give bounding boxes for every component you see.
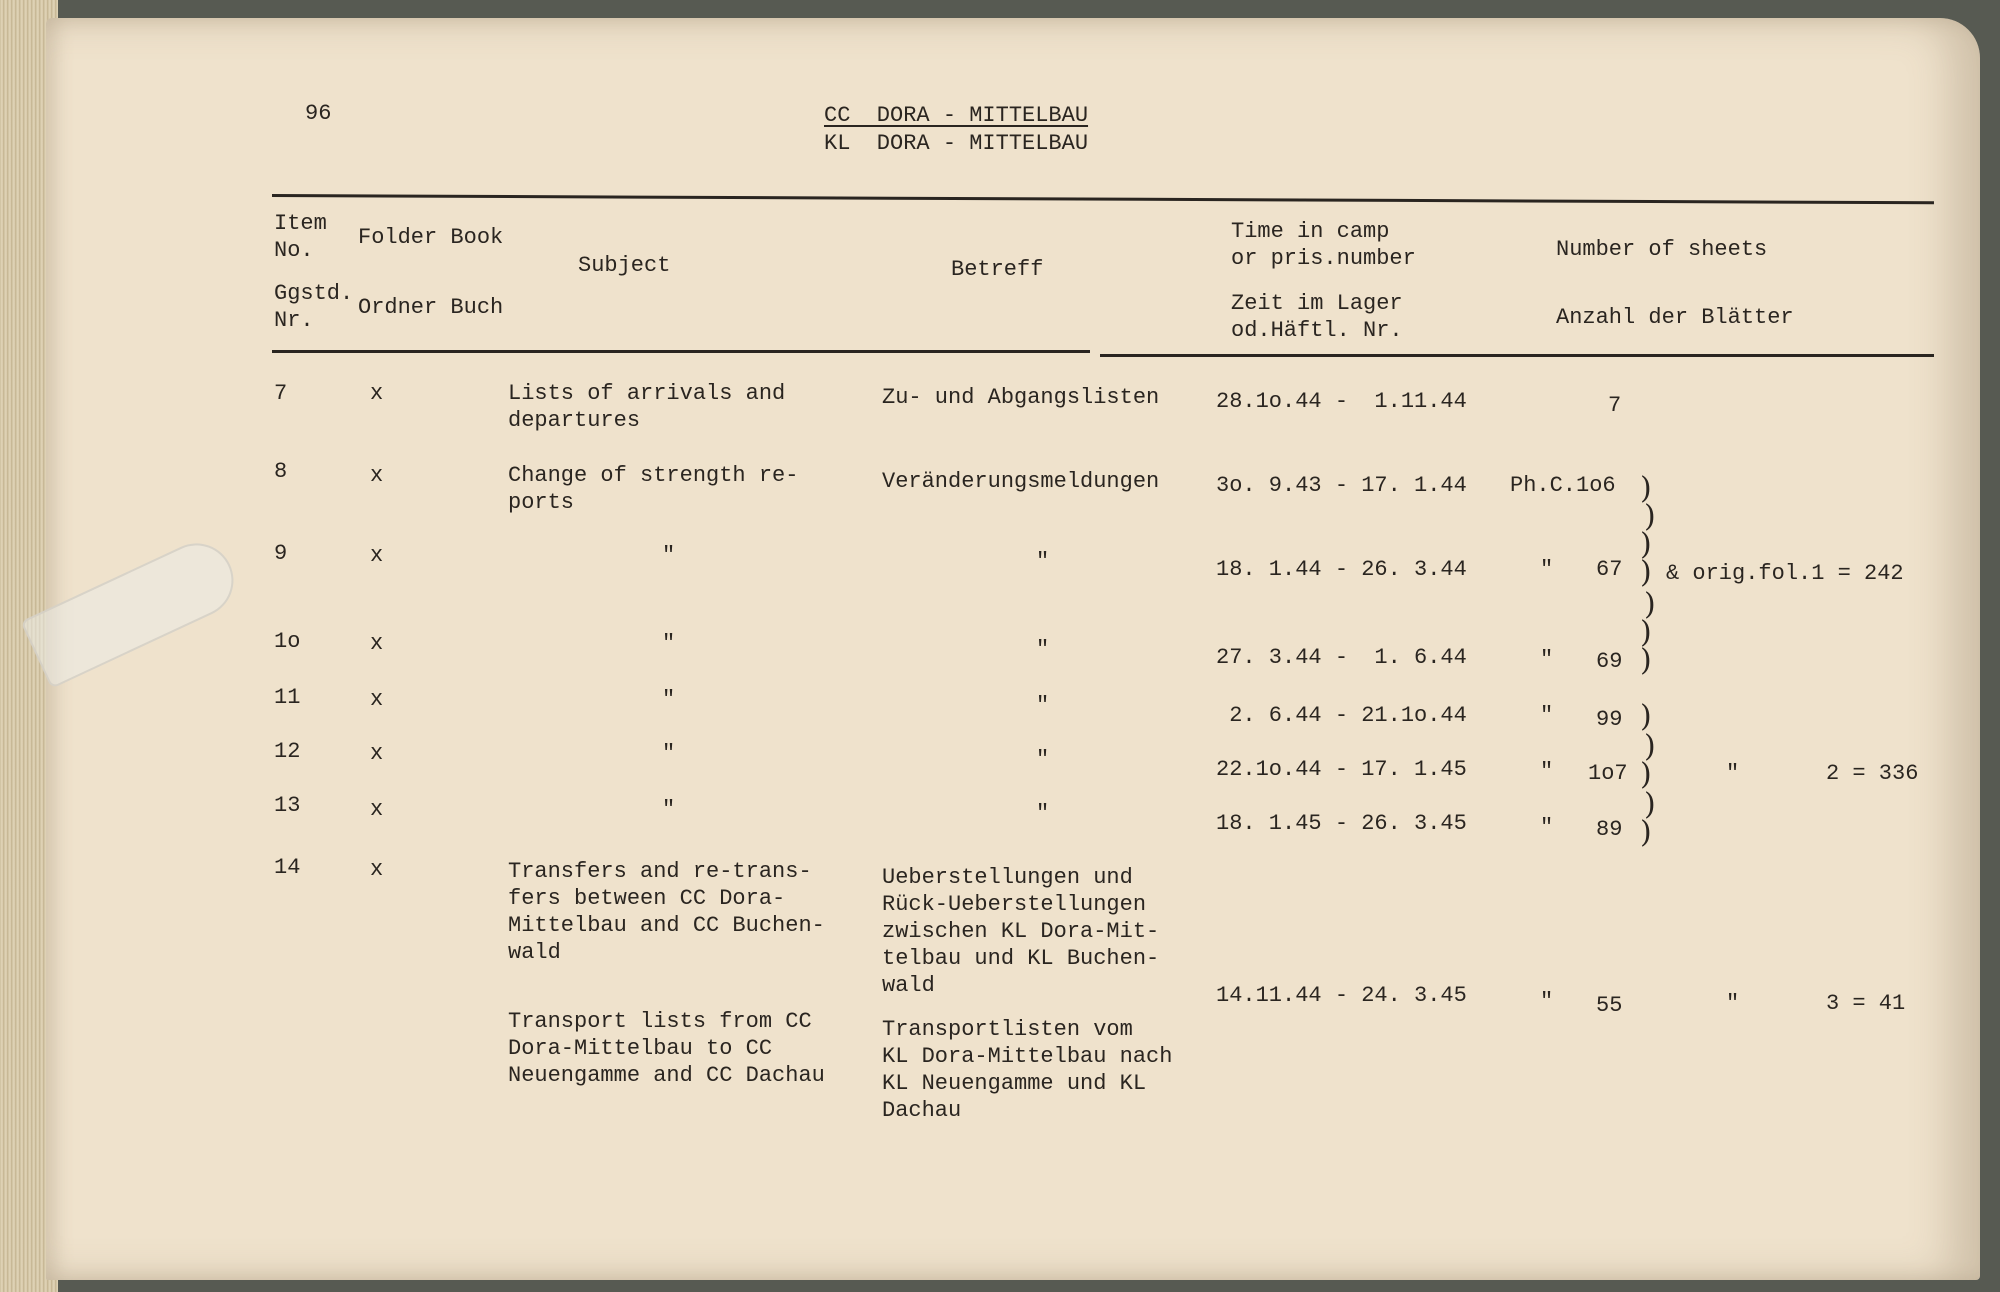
brace-mark: ): [1640, 699, 1652, 734]
subject-cell-2: Transport lists from CC Dora-Mittelbau to CC Neuengamme and CC Dachau: [508, 1009, 825, 1088]
time-cell: 14.11.44 - 24. 3.45: [1216, 983, 1467, 1008]
sheets-cell: 99: [1596, 707, 1623, 732]
subject-ditto: ": [662, 741, 676, 766]
sheets-cell: 1o7: [1588, 761, 1628, 786]
brace-mark: ): [1640, 815, 1652, 850]
subject-cell: Transfers and re-trans- fers between CC Dora- Mittelbau and CC Buchen- wald: [508, 859, 825, 965]
item-number: 13: [274, 793, 301, 818]
subject-cell: Lists of arrivals and departures: [508, 381, 786, 433]
header-bottom-rule-right: [1100, 354, 1934, 357]
brace-mark: ): [1644, 499, 1656, 534]
header-folder-book: Folder Book: [358, 225, 504, 250]
folder-mark: x: [370, 857, 384, 882]
sheets-ditto: ": [1540, 647, 1554, 672]
brace-mark: ): [1640, 757, 1652, 792]
item-number: 9: [274, 541, 288, 566]
subject-ditto: ": [662, 631, 676, 656]
betreff-cell-2: Transportlisten vom KL Dora-Mittelbau nach KL Neuengamme und KL Dachau: [882, 1017, 1173, 1123]
group-2-ditto: ": [1726, 761, 1740, 786]
brace-mark: ): [1640, 615, 1652, 650]
sheets-cell: 55: [1596, 993, 1623, 1018]
time-cell: 18. 1.44 - 26. 3.44: [1216, 557, 1467, 582]
header-time-de: Zeit im Lager od.Häftl. Nr.: [1231, 291, 1403, 343]
title-line-1: CC DORA - MITTELBAU: [824, 103, 1089, 128]
title-line-2: KL DORA - MITTELBAU: [824, 131, 1089, 156]
header-subject: Subject: [578, 253, 671, 278]
sheets-ditto: ": [1540, 703, 1554, 728]
folder-mark: x: [370, 687, 384, 712]
subject-cell: Change of strength re- ports: [508, 463, 799, 515]
item-number: 8: [274, 459, 288, 484]
sheets-ditto: ": [1540, 759, 1554, 784]
header-item-no: Item No.: [274, 211, 327, 263]
brace-mark: ): [1644, 729, 1656, 764]
header-item-no-de: Ggstd. Nr.: [274, 281, 354, 333]
time-cell: 22.1o.44 - 17. 1.45: [1216, 757, 1467, 782]
sheets-cell: Ph.C.1o6: [1510, 473, 1616, 498]
bookmark-tab: [20, 531, 245, 689]
header-sheets: Number of sheets: [1556, 237, 1768, 262]
brace-mark: ): [1644, 787, 1656, 822]
sheets-cell: 67: [1596, 557, 1623, 582]
time-cell: 28.1o.44 - 1.11.44: [1216, 389, 1467, 414]
betreff-ditto: ": [1036, 637, 1050, 662]
folder-mark: x: [370, 463, 384, 488]
time-cell: 3o. 9.43 - 17. 1.44: [1216, 473, 1467, 498]
subject-ditto: ": [662, 543, 676, 568]
brace-mark: ): [1640, 643, 1652, 678]
betreff-cell: Veränderungsmeldungen: [882, 469, 1160, 494]
betreff-ditto: ": [1036, 747, 1050, 772]
brace-mark: ): [1640, 471, 1652, 506]
sheets-ditto: ": [1540, 989, 1554, 1014]
header-bottom-rule-left: [272, 350, 1090, 353]
item-number: 11: [274, 685, 301, 710]
brace-mark: ): [1640, 527, 1652, 562]
group-3-note: 3 = 41: [1826, 991, 1906, 1016]
header-time: Time in camp or pris.number: [1231, 219, 1416, 271]
betreff-ditto: ": [1036, 549, 1050, 574]
sheets-cell: 69: [1596, 649, 1623, 674]
sheets-ditto: ": [1540, 557, 1554, 582]
folder-mark: x: [370, 381, 384, 406]
header-betreff: Betreff: [951, 257, 1044, 282]
page-number: 96: [305, 101, 332, 126]
sheets-ditto: ": [1540, 815, 1554, 840]
time-cell: 2. 6.44 - 21.1o.44: [1216, 703, 1467, 728]
betreff-cell: Zu- und Abgangslisten: [882, 385, 1160, 410]
sheets-cell: 7: [1608, 393, 1622, 418]
item-number: 1o: [274, 629, 301, 654]
item-number: 12: [274, 739, 301, 764]
folder-mark: x: [370, 543, 384, 568]
sheets-cell: 89: [1596, 817, 1623, 842]
betreff-ditto: ": [1036, 693, 1050, 718]
brace-mark: ): [1644, 587, 1656, 622]
item-number: 14: [274, 855, 301, 880]
header-folder-book-de: Ordner Buch: [358, 295, 504, 320]
folder-mark: x: [370, 631, 384, 656]
subject-ditto: ": [662, 687, 676, 712]
time-cell: 18. 1.45 - 26. 3.45: [1216, 811, 1467, 836]
group-1-note: & orig.fol.1 = 242: [1666, 561, 1904, 586]
betreff-cell: Ueberstellungen und Rück-Ueberstellungen zwischen KL Dora-Mit- telbau und KL Buchen- wald: [882, 865, 1160, 998]
folder-mark: x: [370, 741, 384, 766]
header-sheets-de: Anzahl der Blätter: [1556, 305, 1794, 330]
subject-ditto: ": [662, 797, 676, 822]
brace-mark: ): [1640, 555, 1652, 590]
betreff-ditto: ": [1036, 801, 1050, 826]
group-3-ditto: ": [1726, 991, 1740, 1016]
item-number: 7: [274, 381, 288, 406]
folder-mark: x: [370, 797, 384, 822]
group-2-note: 2 = 336: [1826, 761, 1919, 786]
time-cell: 27. 3.44 - 1. 6.44: [1216, 645, 1467, 670]
